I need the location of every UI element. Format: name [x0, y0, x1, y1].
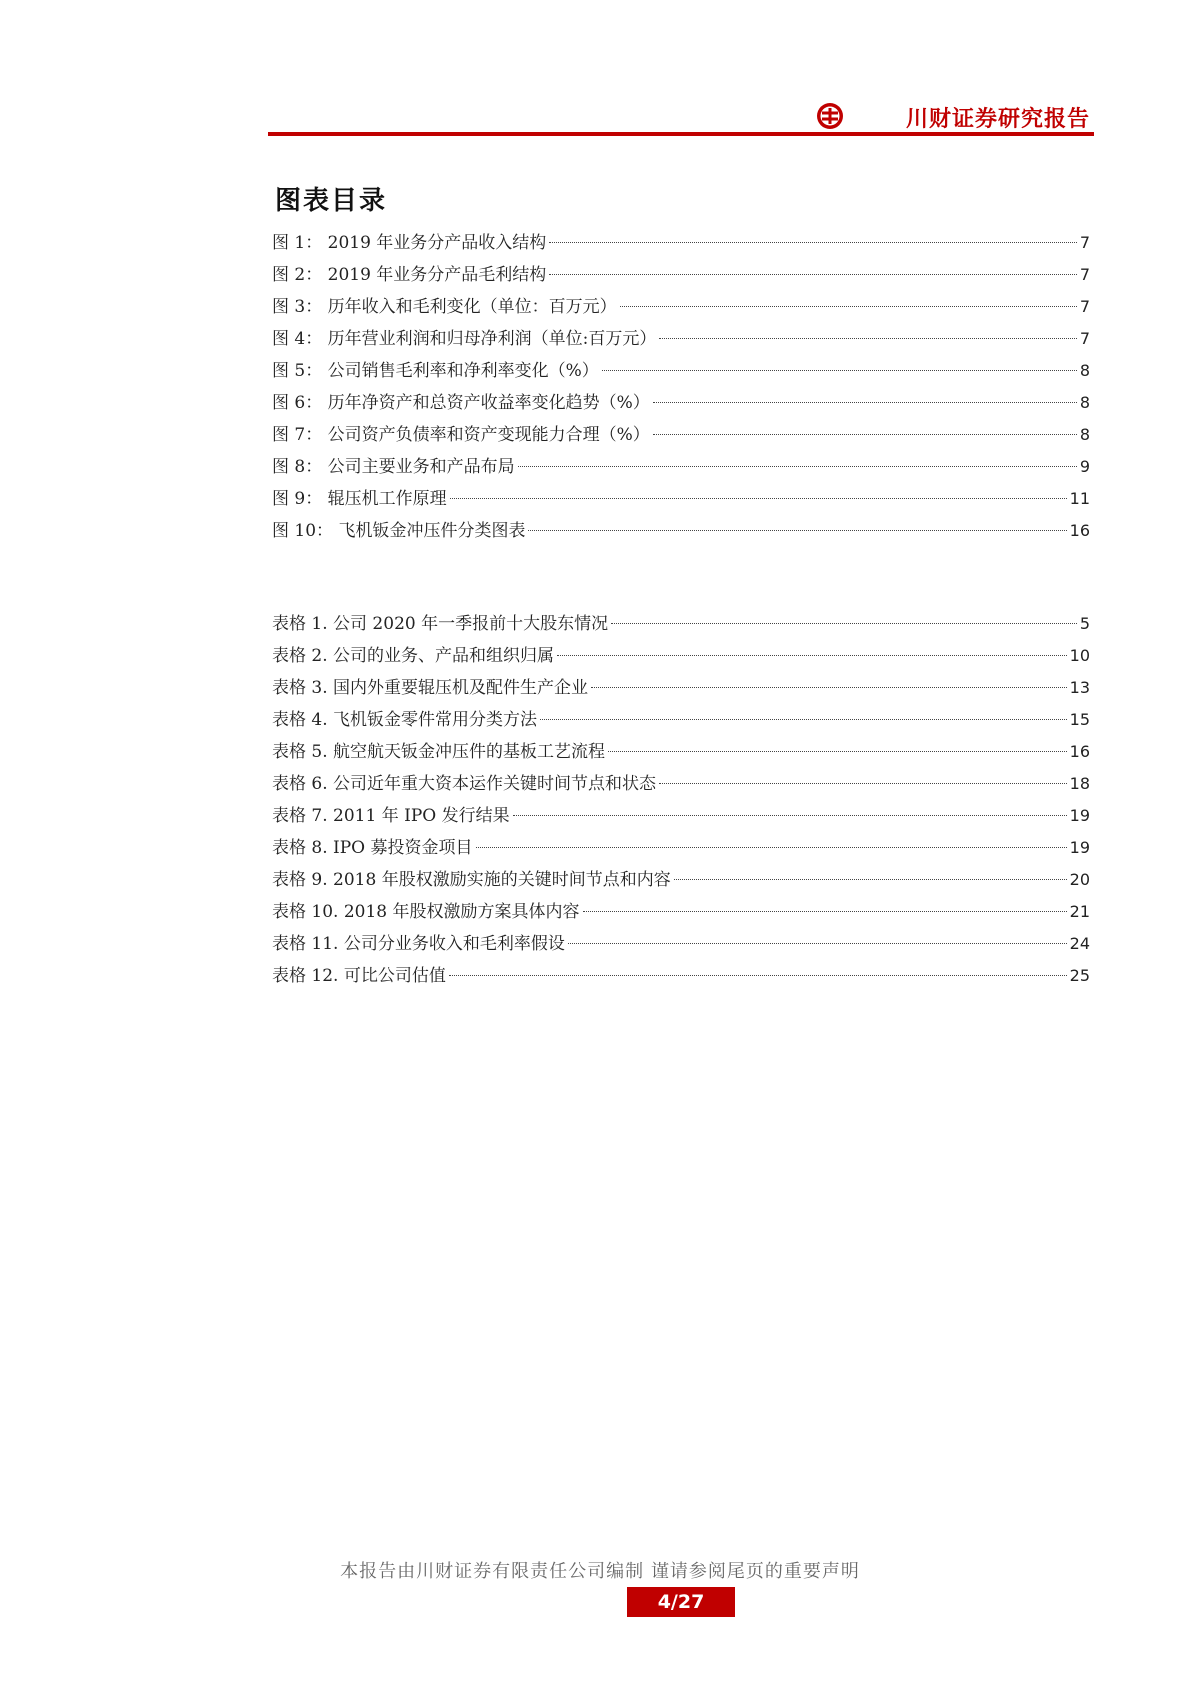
figure-toc-row[interactable] [272, 484, 1090, 516]
figure-toc-row[interactable] [272, 260, 1090, 292]
figure-toc-row[interactable] [272, 452, 1090, 484]
table-toc-row[interactable] [272, 705, 1090, 737]
toc-entry-label: 表格 4. [272, 710, 328, 730]
toc-page-number: 13 [1069, 678, 1090, 697]
dot-leader [659, 338, 1076, 339]
toc-entry-label: 表格 1. [272, 614, 328, 634]
toc-entry-title: 辊压机工作原理 [327, 489, 447, 509]
dot-leader [513, 815, 1067, 816]
toc-entry-label: 图 8： [272, 457, 323, 477]
page-number: 4/27 [627, 1587, 735, 1617]
dot-leader [528, 530, 1066, 531]
toc-page-number: 8 [1079, 393, 1090, 412]
header-rule [268, 132, 1094, 136]
table-toc-row[interactable] [272, 769, 1090, 801]
toc-page-number: 7 [1079, 297, 1090, 316]
table-toc-row[interactable] [272, 897, 1090, 929]
dot-leader [557, 655, 1067, 656]
toc-entry-title: 国内外重要辊压机及配件生产企业 [333, 678, 589, 698]
toc-entry-text [272, 961, 446, 986]
toc-entry-title: 2011 年 IPO 发行结果 [333, 806, 510, 826]
dot-leader [449, 975, 1067, 976]
toc-entry-title: 2019 年业务分产品收入结构 [327, 233, 547, 253]
toc-entry-text [272, 420, 650, 445]
toc-page-number: 25 [1069, 966, 1090, 985]
figure-toc-row[interactable] [272, 228, 1090, 260]
table-toc-row[interactable] [272, 609, 1090, 641]
figure-toc-row[interactable] [272, 356, 1090, 388]
dot-leader [583, 911, 1067, 912]
dot-leader [602, 370, 1077, 371]
table-toc-row[interactable] [272, 865, 1090, 897]
toc-entry-label: 图 10： [272, 521, 334, 541]
dot-leader [568, 943, 1067, 944]
toc-entry-text [272, 452, 515, 477]
toc-entry-label: 表格 6. [272, 774, 328, 794]
dot-leader [659, 783, 1067, 784]
toc-entry-label: 表格 12. [272, 966, 339, 986]
toc-entry-title: 公司近年重大资本运作关键时间节点和状态 [333, 774, 657, 794]
toc-entry-text [272, 260, 546, 285]
table-toc-row[interactable] [272, 833, 1090, 865]
toc-page-number: 20 [1069, 870, 1090, 889]
toc-entry-title: 航空航天钣金冲压件的基板工艺流程 [333, 742, 606, 762]
toc-page-number: 18 [1069, 774, 1090, 793]
toc-entry-label: 表格 9. [272, 870, 328, 890]
table-list [272, 609, 1090, 993]
figure-toc-row[interactable] [272, 420, 1090, 452]
table-toc-row[interactable] [272, 673, 1090, 705]
dot-leader [674, 879, 1067, 880]
toc-entry-title: 2018 年股权激励方案具体内容 [343, 902, 580, 922]
toc-entry-label: 图 9： [272, 489, 323, 509]
page-header [268, 92, 1094, 134]
toc-entry-label: 表格 2. [272, 646, 328, 666]
figure-toc-row[interactable] [272, 292, 1090, 324]
dot-leader [608, 751, 1067, 752]
toc-entry-text [272, 516, 525, 541]
toc-page-number: 10 [1069, 646, 1090, 665]
toc-entry-text [272, 801, 510, 826]
toc-page-number: 7 [1079, 265, 1090, 284]
toc-entry-text [272, 737, 605, 762]
toc-entry-title: 2019 年业务分产品毛利结构 [327, 265, 547, 285]
toc-entry-text [272, 769, 656, 794]
toc-page-number: 19 [1069, 806, 1090, 825]
toc-page-number: 7 [1079, 329, 1090, 348]
toc-entry-text [272, 388, 650, 413]
toc-entry-title: 飞机钣金零件常用分类方法 [333, 710, 538, 730]
toc-page-number: 21 [1069, 902, 1090, 921]
dot-leader [540, 719, 1067, 720]
dot-leader [450, 498, 1067, 499]
dot-leader [591, 687, 1067, 688]
brand-name: 川财证券研究报告 [905, 106, 1090, 132]
toc-entry-title: 公司资产负债率和资产变现能力合理（%） [327, 425, 650, 445]
toc-entry-title: 可比公司估值 [343, 966, 446, 986]
toc-entry-label: 图 4： [272, 329, 323, 349]
dot-leader [611, 623, 1077, 624]
toc-entry-text [272, 484, 447, 509]
toc-entry-title: 历年收入和毛利变化（单位：百万元） [327, 297, 617, 317]
toc-page-number: 16 [1069, 521, 1090, 540]
toc-entry-title: 2018 年股权激励实施的关键时间节点和内容 [333, 870, 671, 890]
toc-entry-text [272, 609, 608, 634]
table-toc-row[interactable] [272, 737, 1090, 769]
dot-leader [549, 274, 1077, 275]
toc-entry-text [272, 641, 554, 666]
toc-page-number: 15 [1069, 710, 1090, 729]
toc-entry-label: 表格 11. [272, 934, 339, 954]
dot-leader [620, 306, 1077, 307]
toc-entry-title: 公司 2020 年一季报前十大股东情况 [333, 614, 609, 634]
dot-leader [653, 434, 1077, 435]
toc-entry-label: 图 2： [272, 265, 323, 285]
toc-entry-label: 图 1： [272, 233, 323, 253]
toc-entry-title: 公司分业务收入和毛利率假设 [343, 934, 565, 954]
toc-entry-label: 图 6： [272, 393, 323, 413]
toc-entry-title: 历年营业利润和归母净利润（单位:百万元） [327, 329, 657, 349]
dot-leader [653, 402, 1077, 403]
brand-logo-icon [816, 102, 844, 130]
toc-entry-title: IPO 募投资金项目 [333, 838, 473, 858]
toc-entry-label: 表格 7. [272, 806, 328, 826]
toc-entry-text [272, 356, 599, 381]
toc-page-number: 7 [1079, 233, 1090, 252]
toc-entry-text [272, 833, 473, 858]
toc-page-number: 5 [1079, 614, 1090, 633]
toc-entry-title: 历年净资产和总资产收益率变化趋势（%） [327, 393, 650, 413]
table-toc-row[interactable] [272, 641, 1090, 673]
toc-entry-text [272, 705, 537, 730]
toc-page-number: 16 [1069, 742, 1090, 761]
toc-entry-label: 表格 3. [272, 678, 328, 698]
toc-entry-label: 图 7： [272, 425, 323, 445]
figure-toc-row[interactable] [272, 388, 1090, 420]
toc-entry-text [272, 897, 580, 922]
toc-entry-text [272, 929, 565, 954]
toc-entry-text [272, 865, 671, 890]
toc-entry-label: 表格 8. [272, 838, 328, 858]
toc-entry-text [272, 324, 656, 349]
toc-entry-label: 表格 10. [272, 902, 339, 922]
figure-toc-row[interactable] [272, 516, 1090, 548]
toc-entry-title: 公司主要业务和产品布局 [327, 457, 515, 477]
figure-list [272, 228, 1090, 548]
footer-disclaimer: 本报告由川财证券有限责任公司编制 谨请参阅尾页的重要声明 [340, 1561, 860, 1582]
table-toc-row[interactable] [272, 961, 1090, 993]
toc-entry-title: 飞机钣金冲压件分类图表 [338, 521, 526, 541]
toc-page-number: 19 [1069, 838, 1090, 857]
toc-entry-title: 公司的业务、产品和组织归属 [333, 646, 555, 666]
toc-page-number: 11 [1069, 489, 1090, 508]
toc-entry-label: 图 3： [272, 297, 323, 317]
toc-entry-text [272, 292, 617, 317]
figure-toc-row[interactable] [272, 324, 1090, 356]
toc-entry-title: 公司销售毛利率和净利率变化（%） [327, 361, 599, 381]
toc-page-number: 24 [1069, 934, 1090, 953]
toc-entry-text [272, 673, 588, 698]
toc-page-number: 8 [1079, 425, 1090, 444]
toc-entry-label: 图 5： [272, 361, 323, 381]
table-toc-row[interactable] [272, 929, 1090, 961]
table-toc-row[interactable] [272, 801, 1090, 833]
dot-leader [518, 466, 1077, 467]
toc-entry-label: 表格 5. [272, 742, 328, 762]
dot-leader [476, 847, 1067, 848]
toc-page-number: 8 [1079, 361, 1090, 380]
toc-entry-text [272, 228, 546, 253]
toc-page-number: 9 [1079, 457, 1090, 476]
dot-leader [549, 242, 1077, 243]
toc-title: 图表目录 [275, 186, 388, 216]
